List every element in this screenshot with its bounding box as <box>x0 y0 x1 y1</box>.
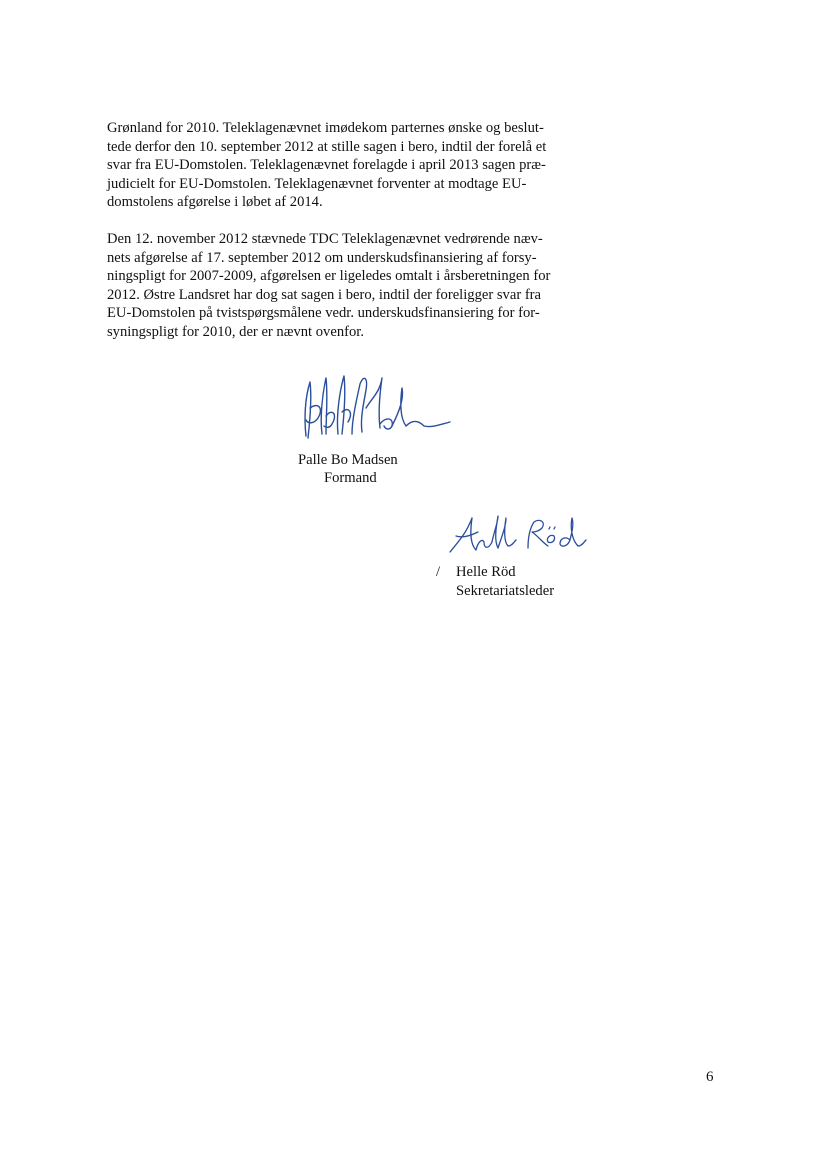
text-line: syningspligt for 2010, der er nævnt ovenfor. <box>107 323 364 340</box>
text-line: tede derfor den 10. september 2012 at stille sagen i bero, indtil der forelå et <box>107 138 547 155</box>
paragraph-2 <box>107 230 617 342</box>
text-line: 2012. Østre Landsret har dog sat sagen i bero, indtil der foreligger svar fra <box>107 286 542 303</box>
signatory-name-2: Helle Röd <box>456 564 516 580</box>
signatory-name-1: Palle Bo Madsen <box>298 452 398 468</box>
text-line: domstolens afgørelse i løbet af 2014. <box>107 194 323 211</box>
text-line: Den 12. november 2012 stævnede TDC Teleklagenævnet vedrørende næv- <box>107 231 543 247</box>
text-line: nets afgørelse af 17. september 2012 om underskudsfinansiering af forsy- <box>107 249 537 266</box>
page-number: 6 <box>706 1069 714 1085</box>
signatory-title-2: Sekretariatsleder <box>456 583 555 599</box>
signatory-title-1: Formand <box>324 470 377 486</box>
text-line: Grønland for 2010. Teleklagenævnet imødekom parternes ønske og beslut- <box>107 120 544 136</box>
paragraph-1 <box>107 119 617 212</box>
signature-palle-bo-madsen <box>296 368 452 442</box>
signature-helle-rod <box>448 512 588 564</box>
text-line: ningspligt for 2007-2009, afgørelsen er ligeledes omtalt i årsberetningen for <box>107 268 551 285</box>
signature-slash: / <box>436 564 441 580</box>
text-line: svar fra EU-Domstolen. Teleklagenævnet forelagde i april 2013 sagen præ- <box>107 157 546 174</box>
text-line: judicielt for EU-Domstolen. Teleklagenævnet forventer at modtage EU- <box>107 175 527 192</box>
text-line: EU-Domstolen på tvistspørgsmålene vedr. underskudsfinansiering for for- <box>107 305 540 322</box>
